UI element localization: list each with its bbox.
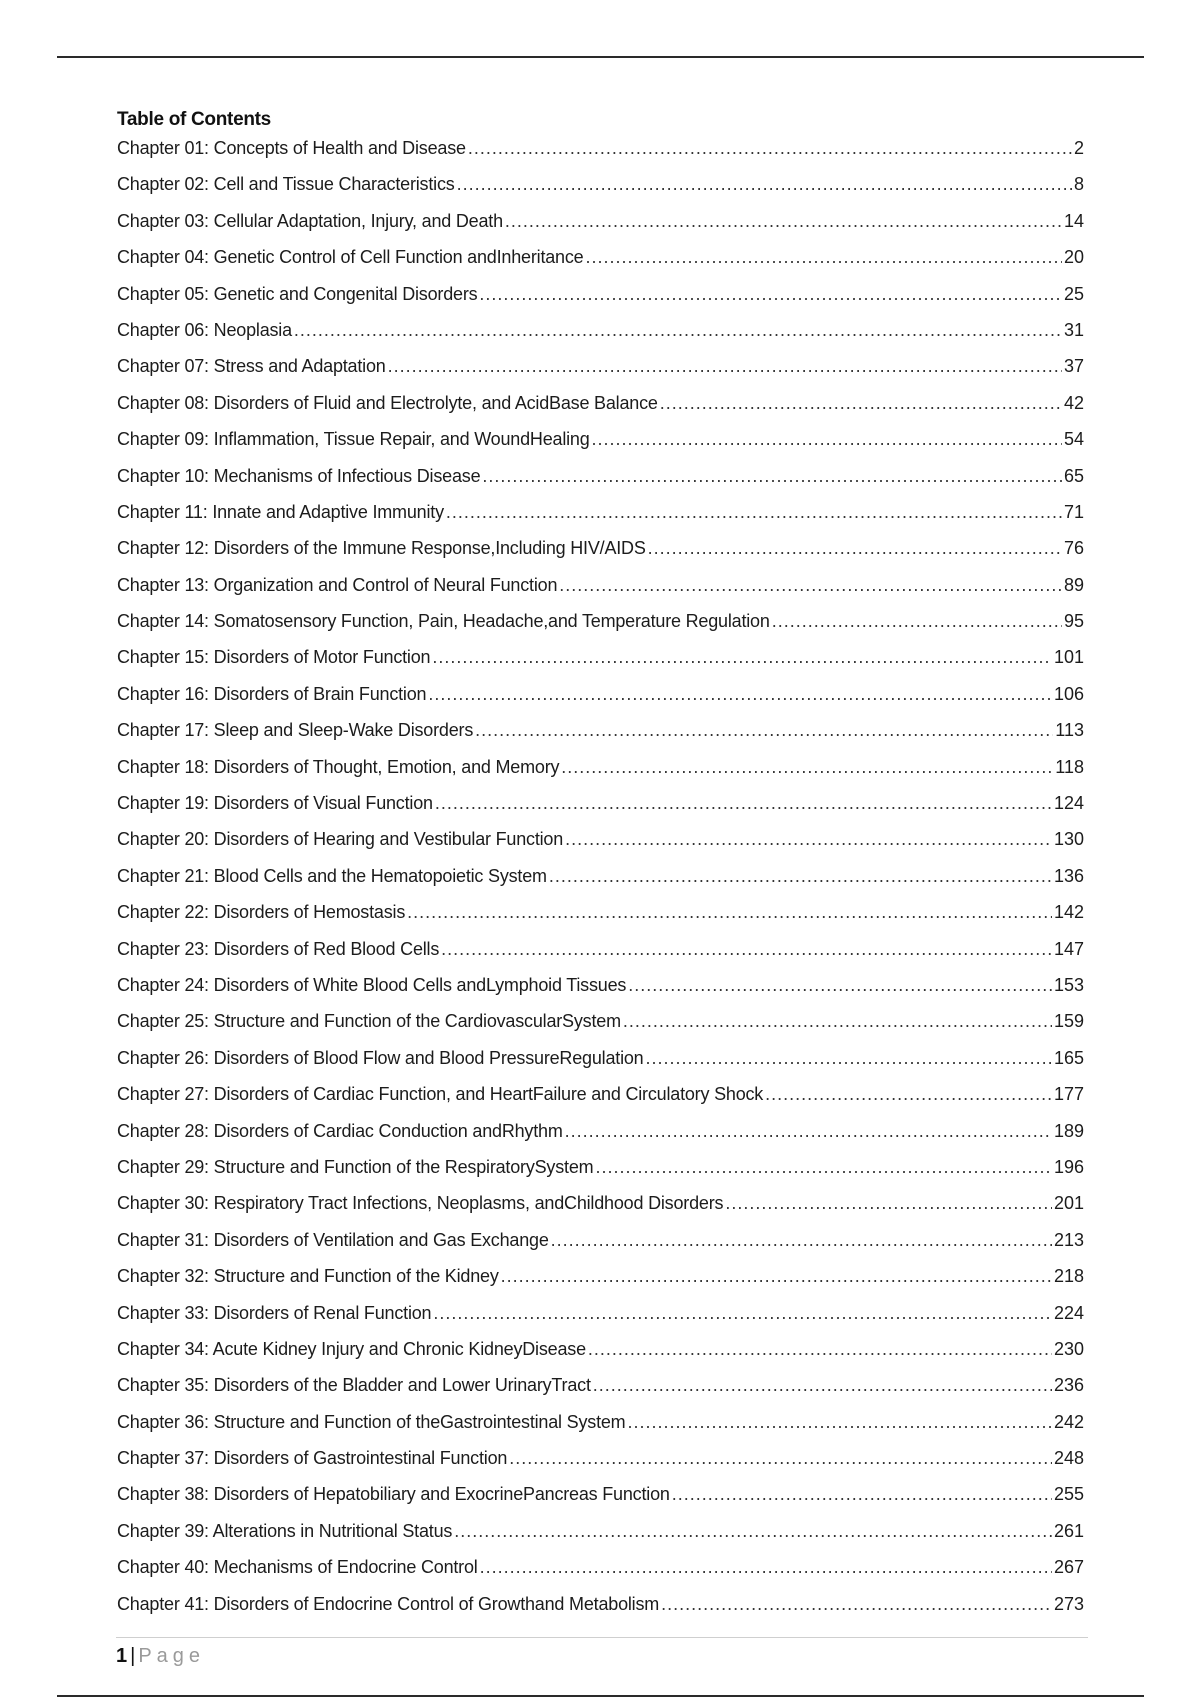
toc-entry-page-number: 159: [1053, 1011, 1084, 1032]
toc-entry-label: Chapter 31: Disorders of Ventilation and Gas Exchange: [117, 1229, 549, 1250]
toc-entry-page-number: 255: [1053, 1484, 1084, 1505]
toc-dot-leader: [501, 1262, 1052, 1290]
toc-entry-label: Chapter 36: Structure and Function of theGastrointestinal System: [117, 1411, 626, 1432]
toc-entry-label: Chapter 07: Stress and Adaptation: [117, 356, 386, 377]
toc-entry-page-number: 14: [1063, 210, 1084, 231]
toc-entry-page-number: 248: [1053, 1448, 1084, 1469]
footer-separator: |: [130, 1645, 136, 1667]
toc-entry-label: Chapter 08: Disorders of Fluid and Electrolyte, and AcidBase Balance: [117, 392, 658, 413]
toc-entry-page-number: 165: [1053, 1047, 1084, 1068]
toc-entry-label: Chapter 32: Structure and Function of the Kidney: [117, 1266, 499, 1287]
toc-entry[interactable]: [117, 1117, 1084, 1153]
toc-entry[interactable]: [117, 134, 1084, 170]
toc-entry-label: Chapter 16: Disorders of Brain Function: [117, 683, 427, 704]
toc-entry-page-number: 71: [1063, 501, 1084, 522]
toc-entry-label: Chapter 10: Mechanisms of Infectious Disease: [117, 465, 481, 486]
toc-entry-label: Chapter 27: Disorders of Cardiac Function, and HeartFailure and Circulatory Shock: [117, 1084, 764, 1105]
toc-entry[interactable]: [117, 389, 1084, 425]
toc-dot-leader: [509, 1444, 1052, 1472]
page-footer: [116, 1637, 1088, 1669]
footer-page-number: 1: [116, 1645, 128, 1667]
toc-dot-leader: [559, 571, 1062, 599]
toc-dot-leader: [479, 280, 1062, 308]
toc-entry-page-number: 113: [1055, 720, 1084, 741]
toc-dot-leader: [454, 1517, 1052, 1545]
toc-entry-label: Chapter 26: Disorders of Blood Flow and Blood PressureRegulation: [117, 1047, 644, 1068]
toc-entry[interactable]: [117, 498, 1084, 534]
toc-entry-page-number: 54: [1063, 429, 1084, 450]
toc-dot-leader: [648, 534, 1062, 562]
toc-dot-leader: [660, 389, 1062, 417]
toc-dot-leader: [561, 753, 1053, 781]
toc-dot-leader: [623, 1007, 1052, 1035]
toc-entry[interactable]: [117, 571, 1084, 607]
toc-entry-label: Chapter 40: Mechanisms of Endocrine Control: [117, 1557, 478, 1578]
toc-entry-label: Chapter 23: Disorders of Red Blood Cells: [117, 938, 440, 959]
toc-entry-label: Chapter 03: Cellular Adaptation, Injury, and Death: [117, 210, 503, 231]
toc-entry-label: Chapter 22: Disorders of Hemostasis: [117, 902, 406, 923]
toc-entry[interactable]: [117, 643, 1084, 679]
toc-entry-page-number: 273: [1053, 1593, 1084, 1614]
toc-dot-leader: [549, 862, 1052, 890]
toc-entry[interactable]: [117, 825, 1084, 861]
toc-entry[interactable]: [117, 935, 1084, 971]
toc-entry-page-number: 136: [1053, 865, 1084, 886]
header-rule: [57, 56, 1144, 58]
toc-entry[interactable]: [117, 1553, 1084, 1589]
toc-entry-page-number: 147: [1053, 938, 1084, 959]
toc-entry-label: Chapter 19: Disorders of Visual Function: [117, 793, 433, 814]
toc-entry-label: Chapter 09: Inflammation, Tissue Repair, and WoundHealing: [117, 429, 590, 450]
toc-dot-leader: [588, 1335, 1052, 1363]
toc-dot-leader: [551, 1226, 1052, 1254]
toc-entry-page-number: 37: [1063, 356, 1084, 377]
toc-entry[interactable]: [117, 789, 1084, 825]
footer-rule: [57, 1695, 1144, 1697]
toc-entry[interactable]: [117, 1444, 1084, 1480]
toc-entry[interactable]: [117, 680, 1084, 716]
toc-entry[interactable]: [117, 1007, 1084, 1043]
toc-dot-leader: [628, 971, 1052, 999]
toc-entry-label: Chapter 33: Disorders of Renal Function: [117, 1302, 432, 1323]
toc-entry-label: Chapter 34: Acute Kidney Injury and Chronic KidneyDisease: [117, 1338, 586, 1359]
toc-entry-label: Chapter 20: Disorders of Hearing and Vestibular Function: [117, 829, 564, 850]
toc-entry-label: Chapter 06: Neoplasia: [117, 319, 292, 340]
toc-entry-label: Chapter 01: Concepts of Health and Disease: [117, 138, 466, 158]
toc-dot-leader: [457, 170, 1072, 198]
toc-entry-page-number: 25: [1063, 283, 1084, 304]
toc-entry[interactable]: [117, 1189, 1084, 1225]
toc-entry-page-number: 201: [1053, 1193, 1084, 1214]
toc-dot-leader: [480, 1553, 1052, 1581]
toc-entry-label: Chapter 30: Respiratory Tract Infections, Neoplasms, andChildhood Disorders: [117, 1193, 724, 1214]
toc-entry-page-number: 267: [1053, 1557, 1084, 1578]
toc-dot-leader: [428, 680, 1052, 708]
toc-dot-leader: [592, 425, 1062, 453]
toc-entry[interactable]: [117, 534, 1084, 570]
toc-entry-label: Chapter 17: Sleep and Sleep-Wake Disorders: [117, 720, 474, 741]
toc-list: [117, 134, 1084, 1626]
toc-dot-leader: [446, 498, 1062, 526]
toc-entry-page-number: 218: [1053, 1266, 1084, 1287]
toc-entry[interactable]: [117, 1480, 1084, 1516]
toc-entry[interactable]: [117, 170, 1084, 206]
toc-entry-label: Chapter 25: Structure and Function of the CardiovascularSystem: [117, 1011, 621, 1032]
toc-dot-leader: [565, 825, 1052, 853]
toc-entry[interactable]: [117, 352, 1084, 388]
toc-entry-page-number: 118: [1055, 756, 1084, 777]
toc-dot-leader: [482, 462, 1062, 490]
toc-entry[interactable]: [117, 1262, 1084, 1298]
toc-entry[interactable]: [117, 316, 1084, 352]
toc-entry-label: Chapter 29: Structure and Function of the RespiratorySystem: [117, 1156, 594, 1177]
toc-entry-label: Chapter 04: Genetic Control of Cell Function andInheritance: [117, 247, 584, 268]
toc-entry-page-number: 95: [1063, 611, 1084, 632]
toc-entry-page-number: 224: [1053, 1302, 1084, 1323]
toc-dot-leader: [672, 1480, 1052, 1508]
toc-entry-page-number: 153: [1053, 974, 1084, 995]
toc-dot-leader: [441, 935, 1052, 963]
toc-entry[interactable]: [117, 862, 1084, 898]
toc-dot-leader: [565, 1117, 1052, 1145]
toc-entry-page-number: 130: [1053, 829, 1084, 850]
toc-entry-page-number: 236: [1053, 1375, 1084, 1396]
toc-entry[interactable]: [117, 1335, 1084, 1371]
toc-entry-label: Chapter 14: Somatosensory Function, Pain, Headache,and Temperature Regulation: [117, 611, 770, 632]
toc-entry-page-number: 177: [1053, 1084, 1084, 1105]
toc-entry-page-number: 2: [1073, 138, 1084, 158]
toc-entry-page-number: 142: [1053, 902, 1084, 923]
toc-entry[interactable]: [117, 1080, 1084, 1116]
toc-entry-label: Chapter 28: Disorders of Cardiac Conduction andRhythm: [117, 1120, 563, 1141]
toc-dot-leader: [661, 1590, 1052, 1618]
toc-entry[interactable]: [117, 1226, 1084, 1262]
toc-entry-label: Chapter 05: Genetic and Congenital Disorders: [117, 283, 478, 304]
toc-entry[interactable]: [117, 716, 1084, 752]
toc-dot-leader: [585, 243, 1061, 271]
toc-entry-label: Chapter 15: Disorders of Motor Function: [117, 647, 431, 668]
toc-dot-leader: [593, 1371, 1052, 1399]
toc-dot-leader: [646, 1044, 1052, 1072]
toc-entry-page-number: 196: [1053, 1156, 1084, 1177]
toc-entry[interactable]: [117, 1153, 1084, 1189]
toc-entry[interactable]: [117, 462, 1084, 498]
toc-dot-leader: [725, 1189, 1052, 1217]
toc-entry-label: Chapter 18: Disorders of Thought, Emotion, and Memory: [117, 756, 560, 777]
toc-entry[interactable]: [117, 207, 1084, 243]
toc-entry-page-number: 42: [1063, 392, 1084, 413]
toc-entry-page-number: 20: [1063, 247, 1084, 268]
toc-dot-leader: [765, 1080, 1052, 1108]
toc-dot-leader: [435, 789, 1052, 817]
toc-entry-page-number: 230: [1053, 1338, 1084, 1359]
toc-entry-page-number: 31: [1063, 319, 1084, 340]
toc-entry-label: Chapter 38: Disorders of Hepatobiliary and ExocrinePancreas Function: [117, 1484, 670, 1505]
toc-entry-label: Chapter 11: Innate and Adaptive Immunity: [117, 501, 444, 522]
toc-entry[interactable]: [117, 243, 1084, 279]
toc-entry[interactable]: [117, 280, 1084, 316]
toc-entry-label: Chapter 24: Disorders of White Blood Cells andLymphoid Tissues: [117, 974, 627, 995]
toc-entry[interactable]: [117, 607, 1084, 643]
toc-entry[interactable]: [117, 1517, 1084, 1553]
toc-entry-label: Chapter 21: Blood Cells and the Hematopoietic System: [117, 865, 547, 886]
toc-entry[interactable]: [117, 1299, 1084, 1335]
footer-page-word: Page: [138, 1645, 206, 1667]
toc-entry[interactable]: [117, 971, 1084, 1007]
toc-entry-label: Chapter 39: Alterations in Nutritional Status: [117, 1520, 453, 1541]
toc-entry-label: Chapter 35: Disorders of the Bladder and Lower UrinaryTract: [117, 1375, 591, 1396]
toc-entry-label: Chapter 12: Disorders of the Immune Response,Including HIV/AIDS: [117, 538, 646, 559]
toc-entry[interactable]: [117, 425, 1084, 461]
toc-dot-leader: [505, 207, 1062, 235]
toc-dot-leader: [407, 898, 1052, 926]
toc-entry-label: Chapter 13: Organization and Control of Neural Function: [117, 574, 558, 595]
toc-entry-page-number: 8: [1073, 174, 1084, 195]
toc-entry-page-number: 213: [1053, 1229, 1084, 1250]
toc-entry-page-number: 101: [1053, 647, 1084, 668]
toc-dot-leader: [772, 607, 1062, 635]
toc-entry-page-number: 242: [1053, 1411, 1084, 1432]
toc-entry[interactable]: [117, 1590, 1084, 1626]
toc-dot-leader: [294, 316, 1062, 344]
toc-dot-leader: [388, 352, 1062, 380]
toc-entry-label: Chapter 02: Cell and Tissue Characteristics: [117, 174, 455, 195]
toc-dot-leader: [433, 1299, 1052, 1327]
toc-dot-leader: [468, 134, 1072, 162]
toc-entry[interactable]: [117, 898, 1084, 934]
toc-entry[interactable]: [117, 1408, 1084, 1444]
toc-entry-label: Chapter 41: Disorders of Endocrine Control of Growthand Metabolism: [117, 1593, 660, 1614]
toc-entry-page-number: 261: [1053, 1520, 1084, 1541]
toc-dot-leader: [432, 643, 1052, 671]
toc-entry-label: Chapter 37: Disorders of Gastrointestinal Function: [117, 1448, 508, 1469]
toc-entry-page-number: 65: [1063, 465, 1084, 486]
toc-entry-page-number: 76: [1063, 538, 1084, 559]
toc-dot-leader: [627, 1408, 1051, 1436]
toc-title: Table of Contents: [117, 109, 271, 130]
table-of-contents: [117, 106, 1084, 1626]
toc-dot-leader: [475, 716, 1053, 744]
toc-entry[interactable]: [117, 1371, 1084, 1407]
toc-entry-page-number: 106: [1053, 683, 1084, 704]
toc-dot-leader: [595, 1153, 1052, 1181]
toc-entry[interactable]: [117, 753, 1084, 789]
toc-entry[interactable]: [117, 1044, 1084, 1080]
toc-entry-page-number: 89: [1063, 574, 1084, 595]
toc-entry-page-number: 124: [1053, 793, 1084, 814]
toc-entry-page-number: 189: [1053, 1120, 1084, 1141]
